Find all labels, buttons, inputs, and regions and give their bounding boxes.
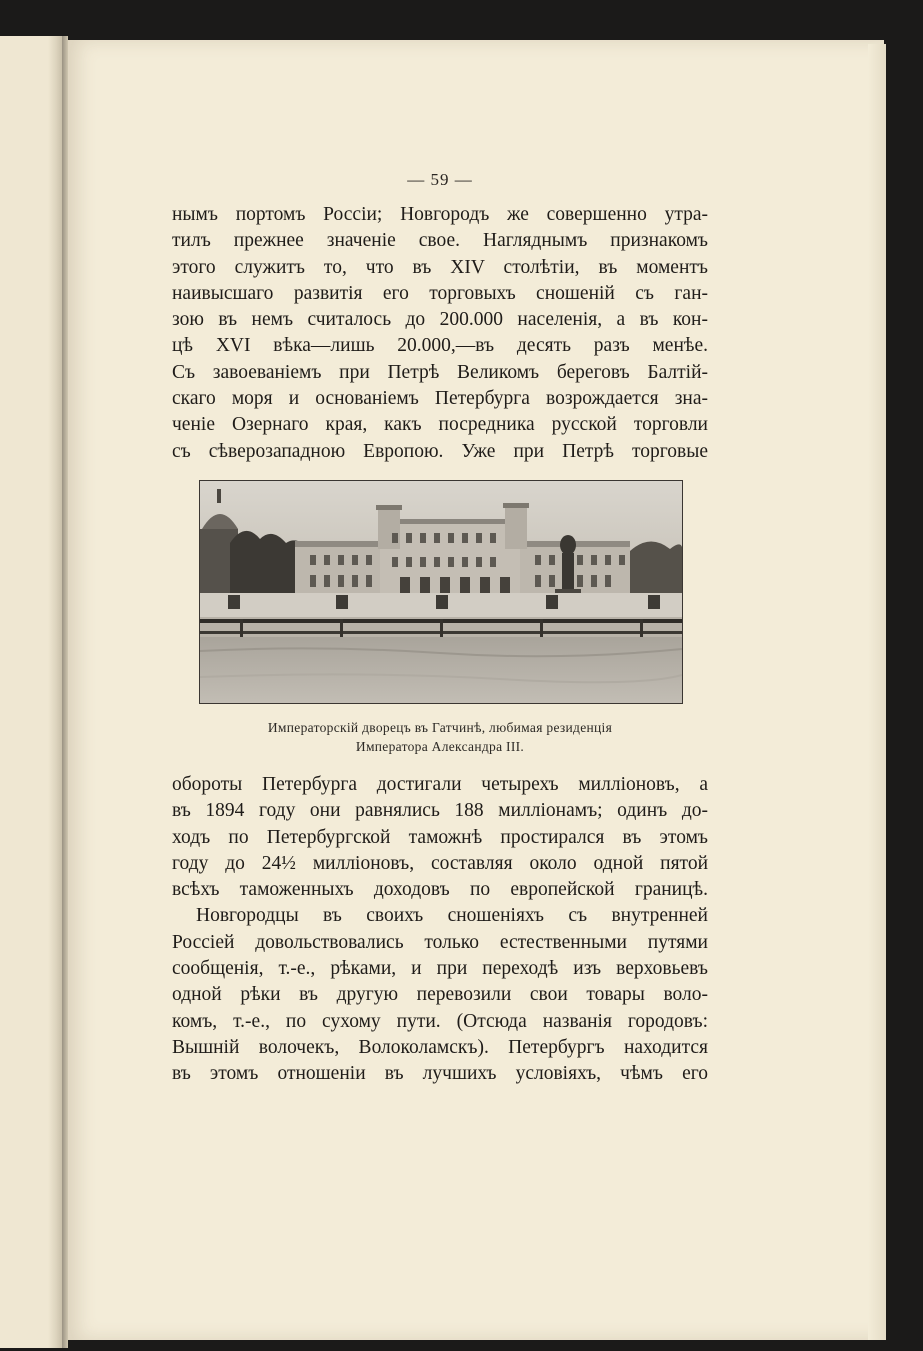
caption-line: Императора Александра III. <box>355 739 525 754</box>
photo-caption <box>200 718 680 756</box>
text-line: ходъ по Петербургской таможнѣ простирался въ этомъ <box>172 826 708 848</box>
text-line: въ этомъ отношеніи въ лучшихъ условіяхъ, чѣмъ его <box>172 1063 708 1085</box>
palace-photo <box>199 480 683 704</box>
text-line: нымъ портомъ Россіи; Новгородъ же совершенно утра- <box>172 204 708 225</box>
caption-line: Императорскій дворецъ въ Гатчинѣ, любимая резиденція <box>267 720 613 735</box>
text-block-bottom <box>172 772 708 1088</box>
page-number: — 59 — <box>407 170 473 189</box>
text-line: всѣхъ таможенныхъ доходовъ по европейской границѣ. <box>172 879 708 901</box>
text-line: Съ завоеваніемъ при Петрѣ Великомъ береговъ Балтій- <box>172 361 708 383</box>
text-line: съ сѣверозападною Европою. Уже при Петрѣ торговые <box>172 440 708 462</box>
text-line: наивысшаго развитія его торговыхъ сношеній съ ган- <box>172 282 708 304</box>
left-page-edge <box>48 36 62 1348</box>
text-line: сообщенія, т.-е., рѣками, и при переходѣ изъ верховьевъ <box>172 958 708 980</box>
text-line: комъ, т.-е., по сухому пути. (Отсюда названія городовъ: <box>172 1010 708 1032</box>
text-line: году до 24½ милліоновъ, составляя около одной пятой <box>172 852 708 874</box>
text-line: въ 1894 году они равнялись 188 милліонамъ; одинъ до- <box>172 800 708 822</box>
text-line: этого служитъ то, что въ XIV столѣтіи, въ моментъ <box>172 256 708 278</box>
text-line: скаго моря и основаніемъ Петербурга возрождается зна- <box>172 388 708 410</box>
text-line: ченіе Озернаго края, какъ посредника русской торговли <box>172 414 708 436</box>
text-line: Новгородцы въ своихъ сношеніяхъ съ внутренней <box>196 905 708 927</box>
text-line: зою въ немъ считалось до 200.000 населенія, а въ кон- <box>172 309 708 331</box>
text-line: Россіей довольствовались только естественными путями <box>172 931 708 953</box>
text-line: обороты Петербурга достигали четырехъ милліоновъ, а <box>172 774 708 795</box>
text-block-top <box>172 202 708 465</box>
text-line: Вышній волочекъ, Волоколамскъ). Петербургъ находится <box>172 1036 708 1058</box>
text-line: цѣ XVI вѣка—лишь 20.000,—въ десять разъ менѣе. <box>172 335 708 357</box>
page-edge <box>868 44 886 1340</box>
text-line: одной рѣки въ другую перевозили свои товары воло- <box>172 984 708 1006</box>
text-line: тилъ прежнее значеніе свое. Нагляднымъ признакомъ <box>172 230 708 252</box>
